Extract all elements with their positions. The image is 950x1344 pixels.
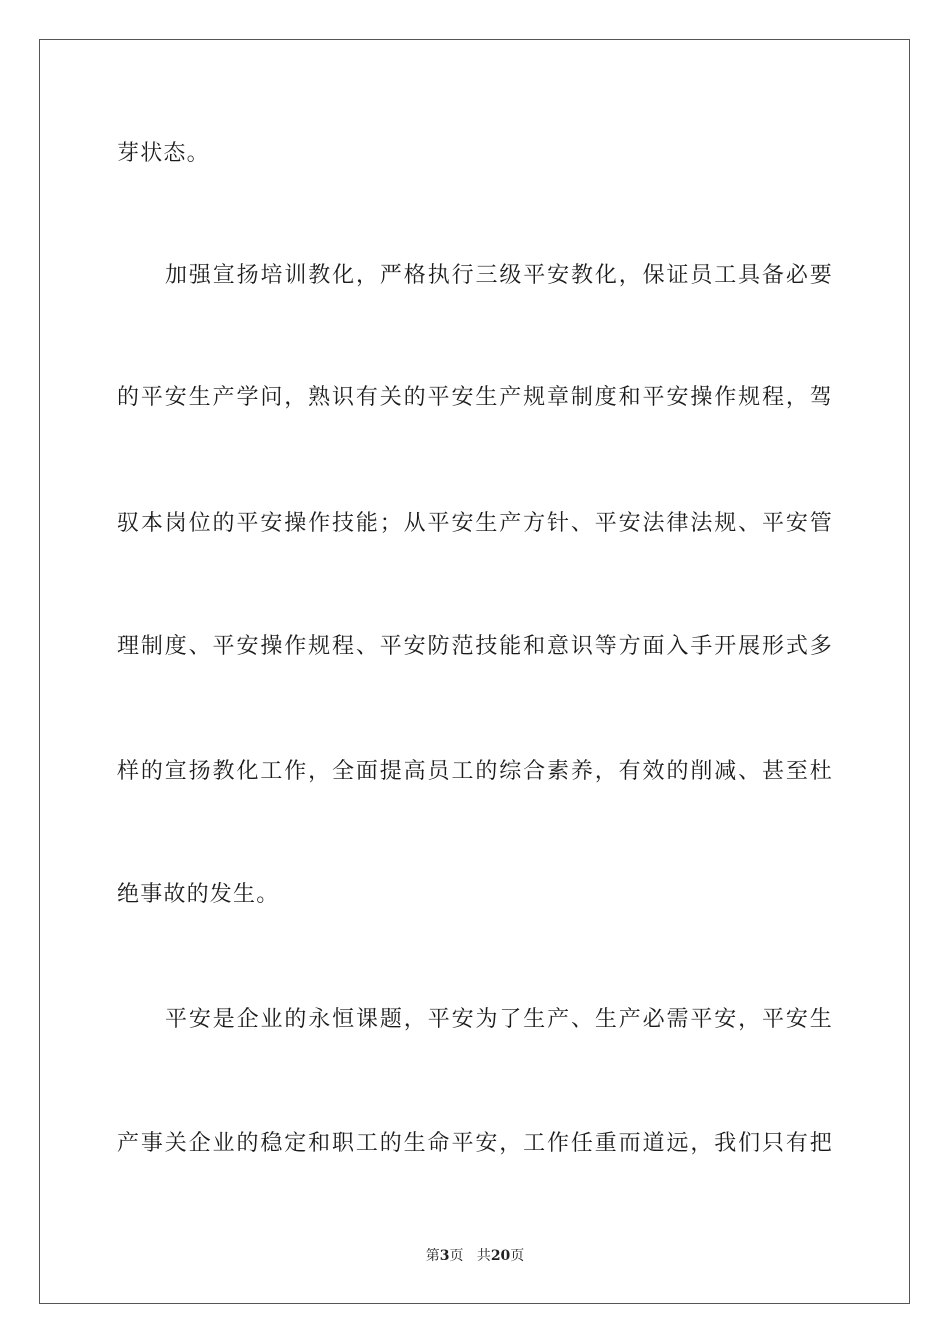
page-number: 3	[439, 1248, 450, 1264]
page-border	[39, 39, 910, 1304]
text-line-7: 绝事故的发生。	[117, 882, 280, 907]
total-prefix: 共	[476, 1248, 491, 1264]
text-line-4: 驭本岗位的平安操作技能；从平安生产方针、平安法律法规、平安管	[117, 511, 833, 536]
text-line-5: 理制度、平安操作规程、平安防范技能和意识等方面入手开展形式多	[117, 634, 833, 659]
text-line-2: 加强宣扬培训教化，严格执行三级平安教化，保证员工具备必要	[165, 263, 833, 288]
page-suffix: 页	[449, 1248, 464, 1264]
page-footer	[0, 1247, 950, 1265]
text-line-8: 平安是企业的永恒课题，平安为了生产、生产必需平安，平安生	[165, 1007, 833, 1032]
text-line-3: 的平安生产学问，熟识有关的平安生产规章制度和平安操作规程，驾	[117, 385, 833, 410]
text-line-6: 样的宣扬教化工作，全面提高员工的综合素养，有效的削减、甚至杜	[117, 759, 833, 784]
text-line-9: 产事关企业的稳定和职工的生命平安，工作任重而道远，我们只有把	[117, 1131, 833, 1156]
page-prefix: 第	[425, 1248, 440, 1264]
total-suffix: 页	[510, 1248, 525, 1264]
total-pages: 20	[490, 1248, 511, 1264]
text-line-1: 芽状态。	[117, 141, 210, 166]
